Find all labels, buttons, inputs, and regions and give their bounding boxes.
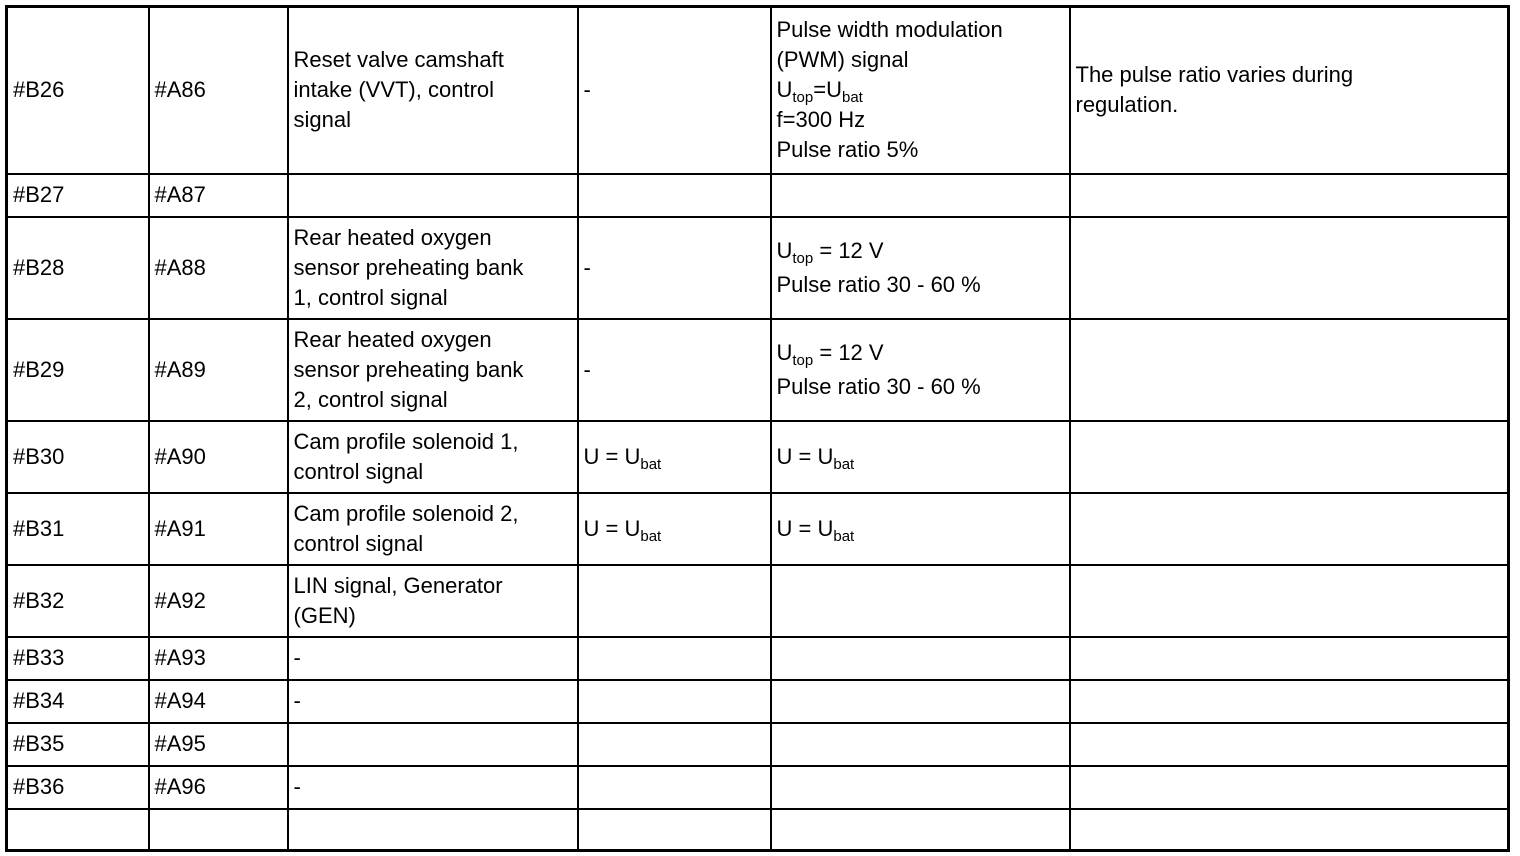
- pin-a-cell: #A86: [149, 7, 288, 174]
- pin-a-cell: #A95: [149, 723, 288, 766]
- pin-b-cell: #B31: [7, 493, 149, 565]
- pin-a-cell: #A91: [149, 493, 288, 565]
- col5-cell: $U_{top} = 12$ V Pulse ratio 30 - 60 %: [771, 217, 1070, 319]
- col4-cell: $U = U_{bat}$: [578, 493, 771, 565]
- note-cell: [1070, 421, 1509, 493]
- description-cell: Cam profile solenoid 1, control signal: [288, 421, 578, 493]
- empty-cell: [771, 809, 1070, 851]
- description-cell: Rear heated oxygen sensor preheating bank 2, control signal: [288, 319, 578, 421]
- table-row: [7, 421, 1509, 493]
- col5-cell: [771, 723, 1070, 766]
- col4-cell: [578, 565, 771, 637]
- description-cell: -: [288, 637, 578, 680]
- pin-b-cell: #B26: [7, 7, 149, 174]
- col5-cell: [771, 174, 1070, 217]
- empty-cell: [149, 809, 288, 851]
- pin-a-cell: #A94: [149, 680, 288, 723]
- description-cell: Reset valve camshaft intake (VVT), control signal: [288, 7, 578, 174]
- table-row: [7, 319, 1509, 421]
- empty-cell: [578, 809, 771, 851]
- pin-a-cell: #A92: [149, 565, 288, 637]
- note-cell: [1070, 565, 1509, 637]
- description-cell: -: [288, 766, 578, 809]
- table-row: [7, 766, 1509, 809]
- note-cell: [1070, 680, 1509, 723]
- table-row: [7, 637, 1509, 680]
- pin-a-cell: #A88: [149, 217, 288, 319]
- description-cell: Rear heated oxygen sensor preheating bank 1, control signal: [288, 217, 578, 319]
- pin-b-cell: #B32: [7, 565, 149, 637]
- note-cell: [1070, 319, 1509, 421]
- col4-cell: [578, 766, 771, 809]
- col5-cell: $U = U_{bat}$: [771, 421, 1070, 493]
- table-row: [7, 174, 1509, 217]
- description-cell: LIN signal, Generator (GEN): [288, 565, 578, 637]
- table-row: [7, 7, 1509, 174]
- col5-cell: [771, 637, 1070, 680]
- note-cell: [1070, 174, 1509, 217]
- pin-b-cell: #B35: [7, 723, 149, 766]
- pin-b-cell: #B33: [7, 637, 149, 680]
- description-cell: [288, 174, 578, 217]
- col5-cell: [771, 680, 1070, 723]
- col4-cell: -: [578, 319, 771, 421]
- pin-a-cell: #A90: [149, 421, 288, 493]
- description-cell: Cam profile solenoid 2, control signal: [288, 493, 578, 565]
- col4-cell: -: [578, 7, 771, 174]
- pin-a-cell: #A93: [149, 637, 288, 680]
- description-cell: -: [288, 680, 578, 723]
- pin-b-cell: #B34: [7, 680, 149, 723]
- table-row: [7, 809, 1509, 851]
- empty-cell: [288, 809, 578, 851]
- table-row: [7, 565, 1509, 637]
- col5-cell: [771, 565, 1070, 637]
- note-cell: [1070, 637, 1509, 680]
- col5-cell: [771, 766, 1070, 809]
- empty-cell: [1070, 809, 1509, 851]
- col5-cell: $U = U_{bat}$: [771, 493, 1070, 565]
- col4-cell: -: [578, 217, 771, 319]
- note-cell: [1070, 217, 1509, 319]
- note-cell: [1070, 493, 1509, 565]
- pin-b-cell: #B30: [7, 421, 149, 493]
- col4-cell: [578, 637, 771, 680]
- empty-cell: [7, 809, 149, 851]
- table-row: [7, 217, 1509, 319]
- note-cell: The pulse ratio varies during regulation.: [1070, 7, 1509, 174]
- col4-cell: [578, 174, 771, 217]
- col4-cell: [578, 723, 771, 766]
- pin-b-cell: #B28: [7, 217, 149, 319]
- pin-table: [5, 5, 1510, 852]
- table-row: [7, 723, 1509, 766]
- pin-b-cell: #B29: [7, 319, 149, 421]
- col4-cell: [578, 680, 771, 723]
- pin-b-cell: #B36: [7, 766, 149, 809]
- col5-cell: Pulse width modulation (PWM) signal $U_{top}=U_{bat}$ f=300 Hz Pulse ratio 5%: [771, 7, 1070, 174]
- description-cell: [288, 723, 578, 766]
- pin-a-cell: #A87: [149, 174, 288, 217]
- pin-a-cell: #A89: [149, 319, 288, 421]
- pin-a-cell: #A96: [149, 766, 288, 809]
- table-row: [7, 493, 1509, 565]
- table-row: [7, 680, 1509, 723]
- note-cell: [1070, 766, 1509, 809]
- col4-cell: $U = U_{bat}$: [578, 421, 771, 493]
- col5-cell: $U_{top} = 12$ V Pulse ratio 30 - 60 %: [771, 319, 1070, 421]
- pin-b-cell: #B27: [7, 174, 149, 217]
- note-cell: [1070, 723, 1509, 766]
